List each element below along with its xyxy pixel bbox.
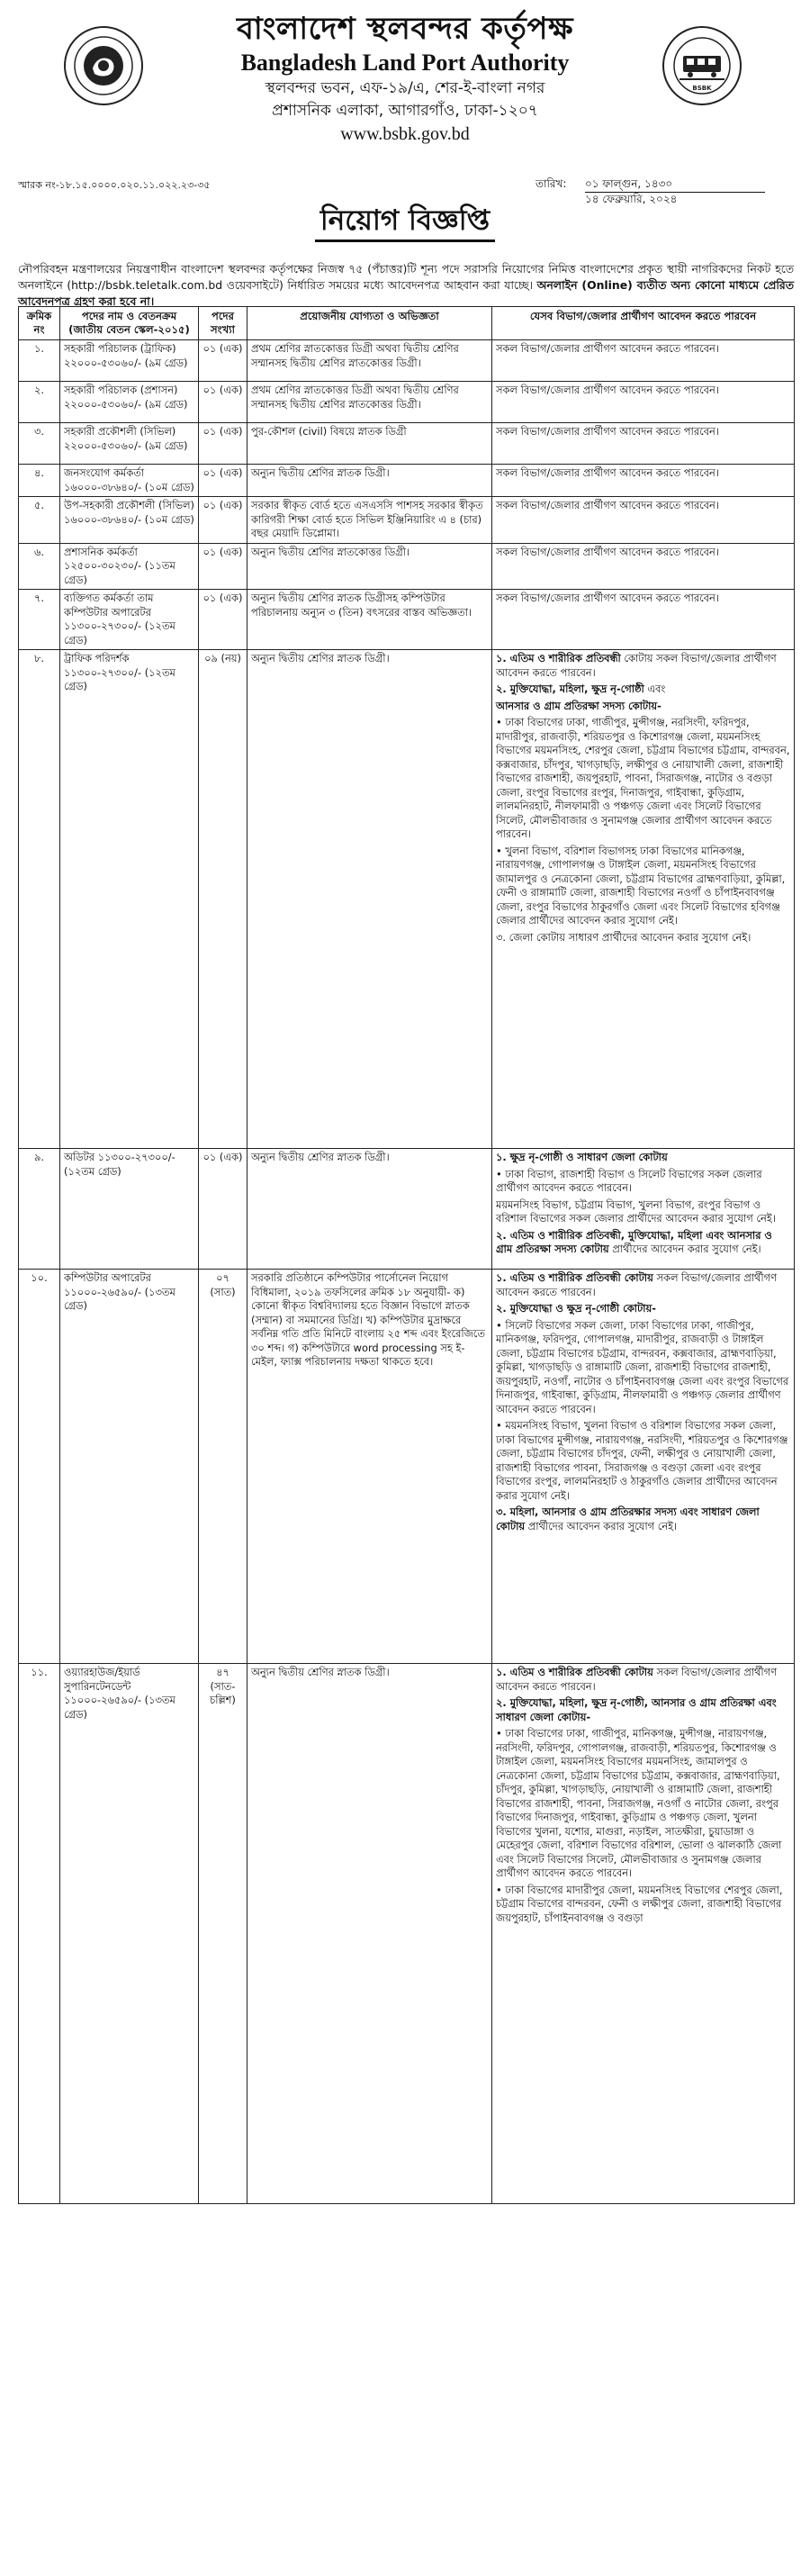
district-clause-text: • ঢাকা বিভাগ, রাজশাহী বিভাগ ও সিলেট বিভাগের সকল জেলার প্রার্থীগণ আবেদন করতে পারবেন। (496, 1167, 762, 1194)
cell-serial: ৩. (19, 423, 60, 465)
date-english: ১৪ ফেব্রুয়ারি, ২০২৪ (585, 193, 678, 205)
bsbk-logo (662, 25, 742, 106)
district-clause (496, 682, 790, 697)
government-seal-logo (63, 25, 144, 106)
intro-paragraph (18, 261, 794, 310)
cell-count: ০১ (এক) (199, 1149, 248, 1270)
letterhead (162, 9, 648, 146)
district-clause-text: সকল বিভাগ/জেলার প্রার্থীগণ আবেদন করতে পারবেন। (496, 1271, 778, 1298)
cell-post: উপ-সহকারী প্রকৌশলী (সিভিল) ১৬০০০-৩৮৬৪০/- (১০ম গ্রেড) (60, 497, 199, 544)
district-clause (496, 1271, 790, 1299)
district-clause (496, 1168, 790, 1196)
table-row (19, 590, 795, 650)
cell-qualification: প্রথম শ্রেণির স্নাতকোত্তর ডিগ্রী অথবা দ্বিতীয় শ্রেণির সম্মানসহ দ্বিতীয় শ্রেণির স্নাতকোত্তর ডিগ্রী। (248, 340, 492, 382)
district-clause-heading: ১. এতিম ও শারীরিক প্রতিবন্ধী কোটায় (496, 1271, 653, 1284)
district-clause-heading: ২. এতিম ও শারীরিক প্রতিবন্ধী, মুক্তিযোদ্ধা, মহিলা এবং আনসার ও গ্রাম প্রতিরক্ষা সদস্য কোটায় (496, 1228, 772, 1255)
district-clause-heading: ২. মুক্তিযোদ্ধা, মহিলা, ক্ষুদ্র নৃ-গোষ্ঠী, আনসার ও গ্রাম প্রতিরক্ষা এবং সাধারণ জেলা কোটায়- (496, 1696, 777, 1723)
cell-count: ০৭ (সাত) (199, 1270, 248, 1664)
header-qualification: প্রয়োজনীয় যোগ্যতা ও অভিজ্ঞতা (248, 307, 492, 340)
memo-number: স্মারক নং-১৮.১৫.০০০০.০২০.১১.০২২.২৩-৩৫ (18, 179, 211, 191)
cell-district: সকল বিভাগ/জেলার প্রার্থীগণ আবেদন করতে পারবেন। (492, 590, 795, 650)
table-row (19, 1270, 795, 1664)
vacancy-table (18, 306, 795, 2204)
cell-post: সহকারী পরিচালক (প্রশাসন) ২২০০০-৫৩০৬০/- (৯ম গ্রেড) (60, 382, 199, 423)
district-clause-text: • খুলনা বিভাগ, বরিশাল বিভাগসহ ঢাকা বিভাগের মানিকগঞ্জ, নারায়ণগঞ্জ, গোপালগঞ্জ ও টাঙ্গাইল জেলা, ময়মনসিংহ বিভাগের জামালপুর ও নেত্রকোনা জেলা, চট্টগ্রাম বিভাগের ব্রাহ্মণবাড়িয়া, কুমিল্লা, ফেনী ও রাঙ্গামাটি জেলা, রাজশাহী বিভাগের নওগাঁ ও চাঁপাইনবাবগঞ্জ জেলা, রংপুর বিভাগের ঠাকুরগাঁও জেলা এবং সিলেট বিভাগের হবিগঞ্জ জেলার প্রার্থীদের আবেদন করার সুযোগ নেই। (496, 844, 786, 926)
notice-title: নিয়োগ বিজ্ঞপ্তি (315, 203, 495, 242)
district-clause (496, 1696, 790, 1724)
district-clause (496, 1302, 790, 1316)
district-clause (496, 1884, 790, 1926)
cell-qualification: অন্যুন দ্বিতীয় শ্রেণির স্নাতক ডিগ্রীসহ কম্পিউটার পরিচালনায় অন্যুন ৩ (তিন) বৎসরের বাস্তব অভিজ্ঞতা। (248, 590, 492, 650)
cell-count: ৪৭ (সাত-চল্লিশ) (199, 1664, 248, 2204)
district-clause (496, 1151, 790, 1165)
district-clause (496, 931, 790, 945)
table-row (19, 1664, 795, 2204)
cell-qualification: অন্যুন দ্বিতীয় শ্রেণির স্নাতক ডিগ্রী। (248, 1664, 492, 2204)
cell-post: অডিটর ১১৩০০-২৭৩০০/- (১২তম গ্রেড) (60, 1149, 199, 1270)
district-clause-heading: ১. এতিম ও শারীরিক প্রতিবন্ধী কোটায় (496, 1666, 653, 1678)
district-clause-text: ময়মনসিংহ বিভাগ, চট্টগ্রাম বিভাগ, খুলনা বিভাগ, রংপুর বিভাগ ও বরিশাল বিভাগের সকল জেলার প্রার্থীদের আবেদন করার সুযোগ নেই। (496, 1198, 776, 1225)
bsbk-logo-abbr: BSBK (692, 85, 712, 92)
cell-post: ট্রাফিক পরিদর্শক ১১৩০০-২৭৩০০/- (১২তম গ্রেড) (60, 650, 199, 1149)
cell-district: সকল বিভাগ/জেলার প্রার্থীগণ আবেদন করতে পারবেন। (492, 497, 795, 544)
table-row (19, 340, 795, 382)
cell-serial: ১০. (19, 1270, 60, 1664)
header-count: পদের সংখ্যা (199, 307, 248, 340)
cell-district (492, 650, 795, 1149)
district-clause-heading: ১. এতিম ও শারীরিক প্রতিবন্ধী (496, 652, 621, 664)
cell-district (492, 1664, 795, 2204)
cell-serial: ৬. (19, 543, 60, 590)
district-clause (496, 845, 790, 928)
district-clause (496, 700, 790, 714)
website-link[interactable]: www.bsbk.gov.bd (340, 124, 470, 144)
district-clause-text: • ঢাকা বিভাগের ঢাকা, গাজীপুর, মানিকগঞ্জ, মুন্সীগঞ্জ, নারায়ণগঞ্জ, নরসিংদী, ফরিদপুর, গোপালগঞ্জ, রাজবাড়ী, শরিয়তপুর, কিশোরগঞ্জ ও টাঙ্গাইল জেলা, ময়মনসিংহ বিভাগের ময়মনসিংহ, জামালপুর ও নেত্রকোনা জেলা, চট্টগ্রাম বিভাগের চট্টগ্রাম, কক্সবাজার, ব্রাহ্মণবাড়িয়া, চাঁদপুর, কুমিল্লা, খাগড়াছড়ি, নোয়াখালী ও রাঙ্গামাটি জেলা, রাজশাহী বিভাগের রাজশাহী, পাবনা, সিরাজগঞ্জ, নওগাঁ ও নাটোর জেলা, রংপুর বিভাগের দিনাজপুর, গাইবান্ধা, কুড়িগ্রাম ও পঞ্চগড় জেলা, খুলনা বিভাগের খুলনা, যশোর, মাগুরা, নড়াইল, সাতক্ষীরা, চুয়াডাঙ্গা ও মেহেরপুর জেলা, বরিশাল বিভাগের বরিশাল, ভোলা ও ঝালকাঠি জেলা এবং সিলেট বিভাগের সিলেট, মৌলভীবাজার ও সুনামগঞ্জ জেলার প্রার্থীগণ আবেদন করতে পারবেন। (496, 1727, 782, 1879)
cell-district (492, 1149, 795, 1270)
district-clause (496, 1505, 790, 1533)
district-clause-heading: আনসার ও গ্রাম প্রতিরক্ষা সদস্য কোটায়- (496, 699, 662, 712)
cell-serial: ৭. (19, 590, 60, 650)
district-clause-text: সকল বিভাগ/জেলার প্রার্থীগণ আবেদন করতে পারবেন। (496, 1666, 778, 1693)
cell-post: জনসংযোগ কর্মকর্তা ১৬০০০-৩৮৬৪০/- (১০ম গ্রেড) (60, 465, 199, 497)
district-clause-text: • ঢাকা বিভাগের ঢাকা, গাজীপুর, মুন্সীগঞ্জ, নরসিংদী, ফরিদপুর, মাদারীপুর, রাজবাড়ী, শরিয়তপুর ও কিশোরগঞ্জ জেলা, ময়মনসিংহ বিভাগের ময়মনসিংহ, শেরপুর জেলা, চট্টগ্রাম বিভাগের চট্টগ্রাম, বান্দরবন, কক্সবাজার, চাঁদপুর, খাগড়াছড়ি, লক্ষীপুর ও নোয়াখালী জেলা, রাজশাহী বিভাগের রাজশাহী, জয়পুরহাট, পাবনা, সিরাজগঞ্জ, নাটোর ও বগুড়া জেলা, রংপুর বিভাগের রংপুর, দিনাজপুর, গাইবান্ধা, কুড়িগ্রাম, লালমনিরহাট, নীলফামারী ও পঞ্চগড় জেলা এবং সিলেট বিভাগের সিলেট, মৌলভীবাজার ও সুনামগঞ্জ জেলার প্রার্থীগণ আবেদন করতে পারবেন। (496, 716, 790, 840)
district-clause-text: ৩. জেলা কোটায় সাধারণ প্রার্থীদের আবেদন করার সুযোগ নেই। (496, 930, 752, 944)
district-clause (496, 1198, 790, 1226)
cell-qualification: অন্যুন দ্বিতীয় শ্রেণির স্নাতক ডিগ্রী। (248, 650, 492, 1149)
date-block (536, 176, 677, 207)
table-row (19, 423, 795, 465)
cell-post: কম্পিউটার অপারেটর ১১০০০-২৬৫৯০/- (১৩তম গ্রেড) (60, 1270, 199, 1664)
cell-qualification: অন্যুন দ্বিতীয় শ্রেণির স্নাতক ডিগ্রী। (248, 465, 492, 497)
cell-district: সকল বিভাগ/জেলার প্রার্থীগণ আবেদন করতে পারবেন। (492, 465, 795, 497)
district-clause-text: • ময়মনসিংহ বিভাগ, খুলনা বিভাগ ও বরিশাল বিভাগের সকল জেলা, ঢাকা বিভাগের মুন্সীগঞ্জ, নারায়ণগঞ্জ, নরসিংদী, শরিয়তপুর ও কিশোরগঞ্জ জেলা, চট্টগ্রাম বিভাগের চাঁদপুর, ফেনী, লক্ষীপুর ও নোয়াখালী জেলা, রাজশাহী বিভাগের পাবনা, সিরাজগঞ্জ ও বগুড়া জেলা এবং রংপুর বিভাগের রংপুর, লালমনিরহাট ও ঠাকুরগাঁও জেলার প্রার্থীদের আবেদন করার সুযোগ নেই। (496, 1419, 788, 1502)
address-line-2: প্রশাসনিক এলাকা, আগারগাঁও, ঢাকা-১২০৭ (272, 102, 538, 120)
cell-count: ০১ (এক) (199, 543, 248, 590)
cell-serial: ৪. (19, 465, 60, 497)
district-clause (496, 1666, 790, 1694)
cell-post: সহকারী পরিচালক (ট্রাফিক) ২২০০০-৫৩০৬০/- (৯ম গ্রেড) (60, 340, 199, 382)
district-clause-heading: ৩. মহিলা, আনসার ও গ্রাম প্রতিরক্ষার সদস্য এবং সাধারণ জেলা কোটায় (496, 1505, 760, 1532)
org-name-bangla: বাংলাদেশ স্থলবন্দর কর্তৃপক্ষ (236, 11, 574, 47)
cell-post: প্রশাসনিক কর্মকর্তা ১২৫০০-৩০২৩০/- (১১তম গ্রেড) (60, 543, 199, 590)
intro-online-warning: অনলাইন (Online) ব্যতীত অন্য কোনো মাধ্যমে প্রেরিত আবেদনপত্র গ্রহণ করা হবে না। (18, 278, 794, 308)
org-name-english: Bangladesh Land Port Authority (240, 50, 570, 76)
cell-qualification: অন্যুন দ্বিতীয় শ্রেণির স্নাতক ডিগ্রী। (248, 1149, 492, 1270)
date-divider (585, 192, 765, 193)
cell-qualification: সরকারি প্রতিষ্ঠানে কম্পিউটার পার্সোনেল নিয়োগ বিধিমালা, ২০১৯ তফসিলের ক্রমিক ১৮ অনুযায়ী- ক) কোনো স্বীকৃত বিশ্ববিদ্যালয় হতে বিজ্ঞান বিভাগে স্নাতক (সম্মান) বা সমমানের ডিগ্রি। খ) কম্পিউটার মুদ্রাক্ষরে সর্বনিম্ন গতি প্রতি মিনিটে বাংলায় ২৫ শব্দ এবং ইংরেজিতে ৩০ শব্দ। গ) কম্পিউটারে word processing সহ ই-মেইল, ফ্যাক্স পরিচালনায় দক্ষতা থাকতে হবে। (248, 1270, 492, 1664)
table-row (19, 465, 795, 497)
district-clause (496, 652, 790, 680)
district-clause-text: • ঢাকা বিভাগের মাদারীপুর জেলা, ময়মনসিংহ বিভাগের শেরপুর জেলা, চট্টগ্রাম বিভাগের বান্দরবন, ফেনী ও লক্ষীপুর জেলা, রাজশাহী বিভাগের জয়পুরহাট, চাঁপাইনবাবগঞ্জ ও বগুড়া (496, 1883, 783, 1924)
district-clause (496, 1419, 790, 1503)
cell-qualification: পুর-কৌশল (civil) বিষয়ে স্নাতক ডিগ্রী (248, 423, 492, 465)
header-post: পদের নাম ও বেতনক্রম (জাতীয় বেতন স্কেল-২০১৫) (60, 307, 199, 340)
cell-qualification: সরকার স্বীকৃত বোর্ড হতে এসএসসি পাশসহ সরকার স্বীকৃত কারিগরী শিক্ষা বোর্ড হতে সিভিল ইঞ্জিনিয়ারিং এ ৪ (চার) বছর মেয়াদি ডিপ্লোমা। (248, 497, 492, 544)
date-bangla: ০১ ফাল্গুন, ১৪৩০ (585, 177, 673, 190)
cell-serial: ২. (19, 382, 60, 423)
cell-count: ০১ (এক) (199, 465, 248, 497)
cell-count: ০৯ (নয়) (199, 650, 248, 1149)
date-label: তারিখ: (536, 177, 567, 190)
cell-serial: ১১. (19, 1664, 60, 2204)
table-row (19, 1149, 795, 1270)
district-clause-text: • সিলেট বিভাগের সকল জেলা, ঢাকা বিভাগের ঢাকা, গাজীপুর, মানিকগঞ্জ, ফরিদপুর, গোপালগঞ্জ, মাদারীপুর, রাজবাড়ী ও টাঙ্গাইল জেলা, চট্টগ্রাম বিভাগের চট্টগ্রাম, বান্দরবন, কক্সবাজার, ব্রাহ্মণবাড়িয়া, কুমিল্লা, খাগড়াছড়ি ও রাঙ্গামাটি জেলা, রাজশাহী বিভাগের রাজশাহী, জয়পুরহাট, নওগাঁ, নাটোর ও চাঁপাইনবাবগঞ্জ জেলা এবং রংপুর বিভাগের দিনাজপুর, গাইবান্ধা, কুড়িগ্রাম, নীলফামারী ও পঞ্চগড় জেলার প্রার্থীগণ আবেদন করতে পারবেন। (496, 1318, 789, 1415)
cell-post: সহকারী প্রকৌশলী (সিভিল) ২২০০০-৫৩০৬০/- (৯ম গ্রেড) (60, 423, 199, 465)
district-clause-heading: ২. মুক্তিযোদ্ধা ও ক্ষুদ্র নৃ-গোষ্ঠী কোটায়- (496, 1302, 656, 1315)
cell-district: সকল বিভাগ/জেলার প্রার্থীগণ আবেদন করতে পারবেন। (492, 423, 795, 465)
cell-count: ০১ (এক) (199, 590, 248, 650)
cell-post: ব্যক্তিগত কর্মকর্তা তাম কম্পিউটার অপারেটর ১১৩০০-২৭৩০০/- (১২তম গ্রেড) (60, 590, 199, 650)
cell-district: সকল বিভাগ/জেলার প্রার্থীগণ আবেদন করতে পারবেন। (492, 382, 795, 423)
intro-text: নৌপরিবহন মন্ত্রণালয়ের নিয়ন্ত্রণাধীন বাংলাদেশ স্থলবন্দর কর্তৃপক্ষের নিজস্ব ৭৫ (পঁচাত্তর)টি শূন্য পদে সরাসরি নিয়োগের নিমিত্ত বাংলাদেশের প্রকৃত স্থায়ী নাগরিকদের নিকট হতে অনলাইনে (http://bsbk.teletalk.com.bd ওয়েবসাইটে) নির্ধারিত সময়ের মধ্যে আবেদনপত্র আহবান করা যাচ্ছে। (18, 262, 794, 292)
table-row (19, 543, 795, 590)
district-clause-heading: ১. ক্ষুদ্র নৃ-গোষ্ঠী ও সাধারণ জেলা কোটায় (496, 1151, 668, 1163)
district-clause-heading: ২. মুক্তিযোদ্ধা, মহিলা, ক্ষুদ্র নৃ-গোষ্ঠী (496, 682, 644, 695)
address-line-1: স্থলবন্দর ভবন, এফ-১৯/এ, শের-ই-বাংলা নগর (265, 79, 545, 97)
district-clause-text: প্রার্থীদের আবেদন করার সুযোগ নেই। (608, 1243, 761, 1255)
district-clause (496, 1727, 790, 1881)
cell-post: ওয়্যারহাউজ/ইয়ার্ড সুপারিনটেনডেন্ট ১১০০০-২৬৫৯০/- (১৩তম গ্রেড) (60, 1664, 199, 2204)
cell-qualification: প্রথম শ্রেণির স্নাতকোত্তর ডিগ্রী অথবা দ্বিতীয় শ্রেণির সম্মানসহ দ্বিতীয় শ্রেণির স্নাতকোত্তর ডিগ্রী। (248, 382, 492, 423)
cell-district: সকল বিভাগ/জেলার প্রার্থীগণ আবেদন করতে পারবেন। (492, 340, 795, 382)
cell-count: ০১ (এক) (199, 423, 248, 465)
cell-serial: ১. (19, 340, 60, 382)
table-header-row (19, 307, 795, 340)
cell-qualification: অন্যুন দ্বিতীয় শ্রেণির স্নাতকোত্তর ডিগ্রী। (248, 543, 492, 590)
cell-serial: ৫. (19, 497, 60, 544)
header-serial: ক্রমিক নং (19, 307, 60, 340)
header-district: যেসব বিভাগ/জেলার প্রার্থীগণ আবেদন করতে পারবেন (492, 307, 795, 340)
table-row (19, 497, 795, 544)
cell-count: ০১ (এক) (199, 382, 248, 423)
cell-district (492, 1270, 795, 1664)
cell-serial: ৮. (19, 650, 60, 1149)
cell-district: সকল বিভাগ/জেলার প্রার্থীগণ আবেদন করতে পারবেন। (492, 543, 795, 590)
cell-serial: ৯. (19, 1149, 60, 1270)
district-clause-text: কোটায় সকল বিভাগ/জেলার প্রার্থীগণ আবেদন করতে পারবেন। (496, 652, 777, 679)
notice-title-wrap (0, 203, 810, 242)
district-clause (496, 1229, 790, 1257)
district-clause (496, 1319, 790, 1417)
district-clause-text: প্রার্থীদের আবেদন করার সুযোগ নেই। (525, 1519, 678, 1532)
district-clause-text: এবং (644, 682, 666, 695)
table-row (19, 382, 795, 423)
cell-count: ০১ (এক) (199, 497, 248, 544)
table-row (19, 650, 795, 1149)
cell-count: ০১ (এক) (199, 340, 248, 382)
district-clause (496, 716, 790, 842)
